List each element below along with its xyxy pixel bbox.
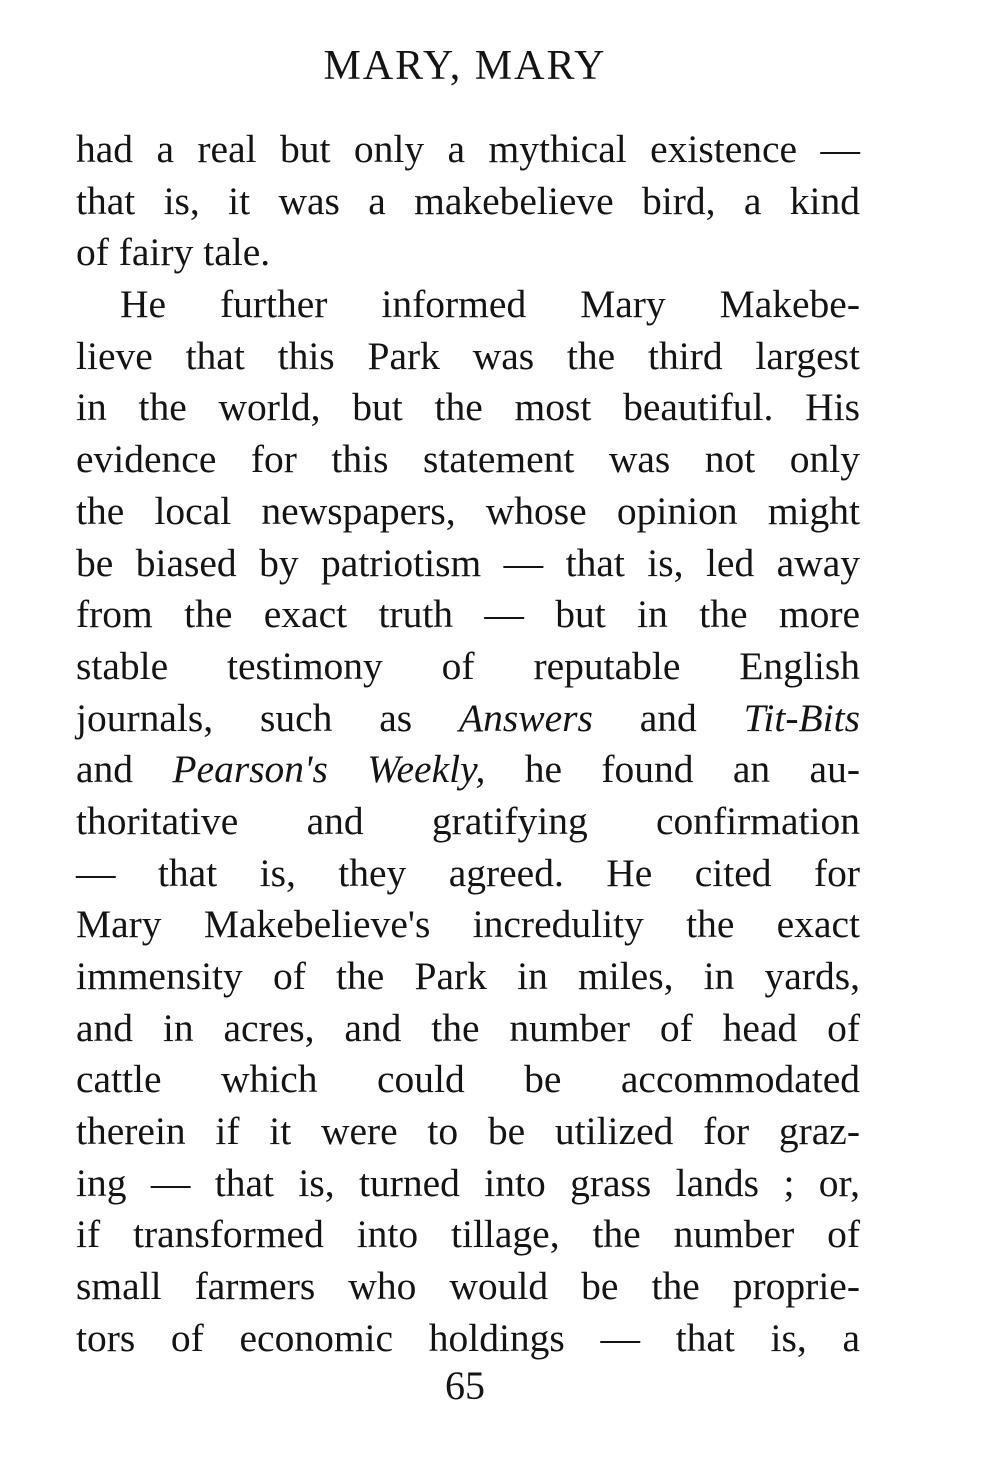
italic-title: Tit-Bits bbox=[743, 695, 860, 740]
text-segment: he found an au- bbox=[485, 747, 860, 792]
text-line: from the exact truth — but in the more bbox=[76, 592, 860, 637]
italic-title: Pearson's Weekly, bbox=[172, 747, 486, 792]
text-line: immensity of the Park in miles, in yards, bbox=[76, 954, 860, 998]
text-line: lieve that this Park was the third largest bbox=[76, 333, 860, 378]
text-line: cattle which could be accommodated bbox=[76, 1057, 860, 1102]
body-text bbox=[76, 124, 860, 1365]
text-line bbox=[76, 693, 860, 745]
text-line bbox=[76, 744, 860, 796]
text-line: Mary Makebelieve's incredulity the exact bbox=[76, 902, 860, 947]
page-number: 65 bbox=[445, 1363, 485, 1408]
text-line: if transformed into tillage, the number of bbox=[76, 1212, 860, 1257]
text-line: tors of economic holdings — that is, a bbox=[76, 1315, 860, 1360]
text-line: evidence for this statement was not only bbox=[76, 437, 860, 482]
text-line: had a real but only a mythical existence — bbox=[76, 127, 860, 171]
text-segment: and bbox=[76, 747, 173, 792]
text-line: therein if it were to be utilized for graz- bbox=[76, 1109, 860, 1154]
text-line: — that is, they agreed. He cited for bbox=[76, 850, 860, 895]
italic-title: Answers bbox=[459, 695, 593, 740]
text-line: small farmers who would be the proprie- bbox=[76, 1264, 860, 1309]
text-line: that is, it was a makebelieve bird, a kind bbox=[76, 178, 860, 223]
text-line: the local newspapers, whose opinion might bbox=[76, 488, 860, 533]
text-line: be biased by patriotism — that is, led away bbox=[76, 540, 860, 585]
text-segment: journals, such as bbox=[76, 695, 460, 740]
text-line: and in acres, and the number of head of bbox=[76, 1005, 860, 1050]
text-line: stable testimony of reputable English bbox=[76, 643, 860, 688]
running-head: MARY, MARY bbox=[323, 43, 607, 89]
text-line: in the world, but the most beautiful. His bbox=[76, 385, 860, 430]
text-line: ing — that is, turned into grass lands ; or, bbox=[76, 1160, 860, 1205]
text-line: of fairy tale. bbox=[76, 230, 271, 275]
text-segment: and bbox=[592, 695, 744, 740]
text-line: thoritative and gratifying confirmation bbox=[76, 798, 860, 843]
text-line: He further informed Mary Makebe- bbox=[120, 282, 860, 327]
